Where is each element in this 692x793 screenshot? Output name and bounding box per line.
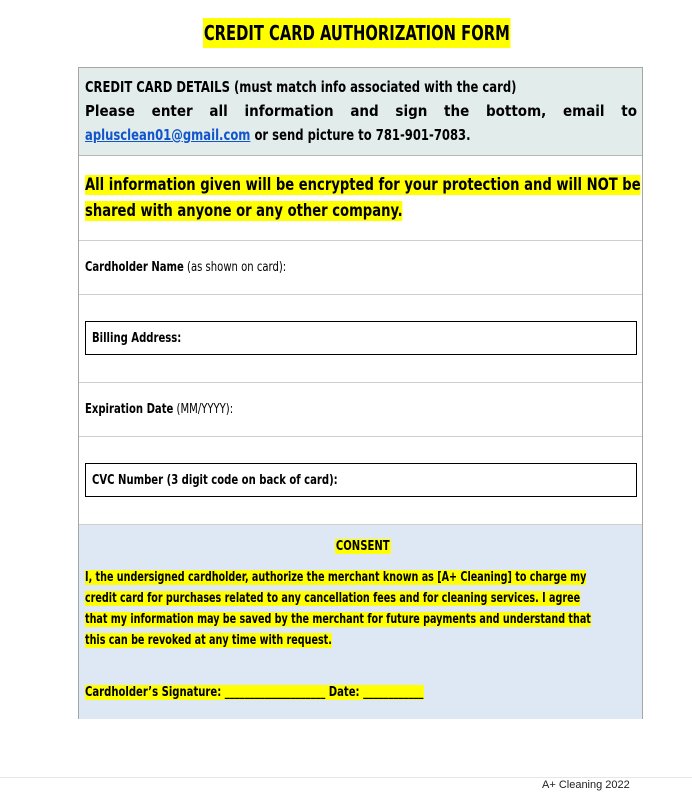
- instruction-word: all: [209, 102, 228, 120]
- cardholder-hint: (as shown on card):: [183, 260, 287, 275]
- cvc-row: [79, 437, 642, 525]
- instruction-word: sign: [395, 102, 428, 120]
- consent-text: [85, 567, 692, 651]
- email-link[interactable]: aplusclean01@gmail.com: [85, 126, 251, 144]
- consent-title: CONSENT: [335, 539, 390, 554]
- instruction-word: information: [244, 102, 334, 120]
- details-instructions: [85, 102, 637, 120]
- billing-address-label: Billing Address:: [92, 331, 182, 346]
- page-title: CREDIT CARD AUTHORIZATION FORM: [203, 18, 511, 48]
- details-heading: CREDIT CARD DETAILS (must match info associated with the card): [85, 78, 517, 96]
- privacy-notice-section: [79, 156, 642, 241]
- notice-line-2: shared with anyone or any other company.: [85, 201, 403, 221]
- instruction-word: email: [562, 102, 605, 120]
- card-details-section: [79, 68, 642, 156]
- expiration-hint: (MM/YYYY):: [173, 402, 234, 417]
- cardholder-name-row[interactable]: [79, 241, 642, 295]
- billing-address-row: [79, 295, 642, 383]
- privacy-notice: [85, 172, 640, 224]
- billing-address-field[interactable]: [85, 321, 637, 355]
- cardholder-label-text: Cardholder Name: [85, 260, 184, 275]
- expiration-label-text: Expiration Date: [85, 402, 174, 417]
- expiration-date-row[interactable]: [79, 383, 642, 437]
- consent-line: this can be revoked at any time with request.: [85, 633, 332, 648]
- authorization-form: [78, 67, 643, 719]
- instruction-word: to: [621, 102, 637, 120]
- consent-section: [79, 525, 642, 719]
- footer-text: A+ Cleaning 2022: [542, 779, 630, 791]
- consent-line: I, the undersigned cardholder, authorize the merchant known as [A+ Cleaning] to charge my: [85, 570, 587, 585]
- instruction-word: the: [444, 102, 470, 120]
- consent-line: credit card for purchases related to any cancellation fees and for cleaning services. I agree: [85, 591, 581, 606]
- instruction-word: Please: [85, 102, 135, 120]
- instruction-word: and: [350, 102, 379, 120]
- expiration-date-label: [85, 402, 233, 417]
- notice-line-1: All information given will be encrypted for your protection and will NOT be: [85, 175, 641, 195]
- footer-divider: [0, 777, 692, 778]
- instruction-word: bottom,: [485, 102, 547, 120]
- contact-suffix: or send picture to 781-901-7083.: [250, 126, 471, 144]
- cvc-field[interactable]: [85, 463, 637, 497]
- instruction-word: enter: [151, 102, 193, 120]
- details-contact: [85, 126, 471, 144]
- signature-line[interactable]: [85, 685, 423, 700]
- signature-date-text: Cardholder’s Signature: ____________________ Date: ____________: [85, 685, 424, 700]
- consent-line: that my information may be saved by the merchant for future payments and understand that: [85, 612, 591, 627]
- cvc-label: CVC Number (3 digit code on back of card):: [92, 473, 338, 488]
- cardholder-name-label: [85, 260, 286, 275]
